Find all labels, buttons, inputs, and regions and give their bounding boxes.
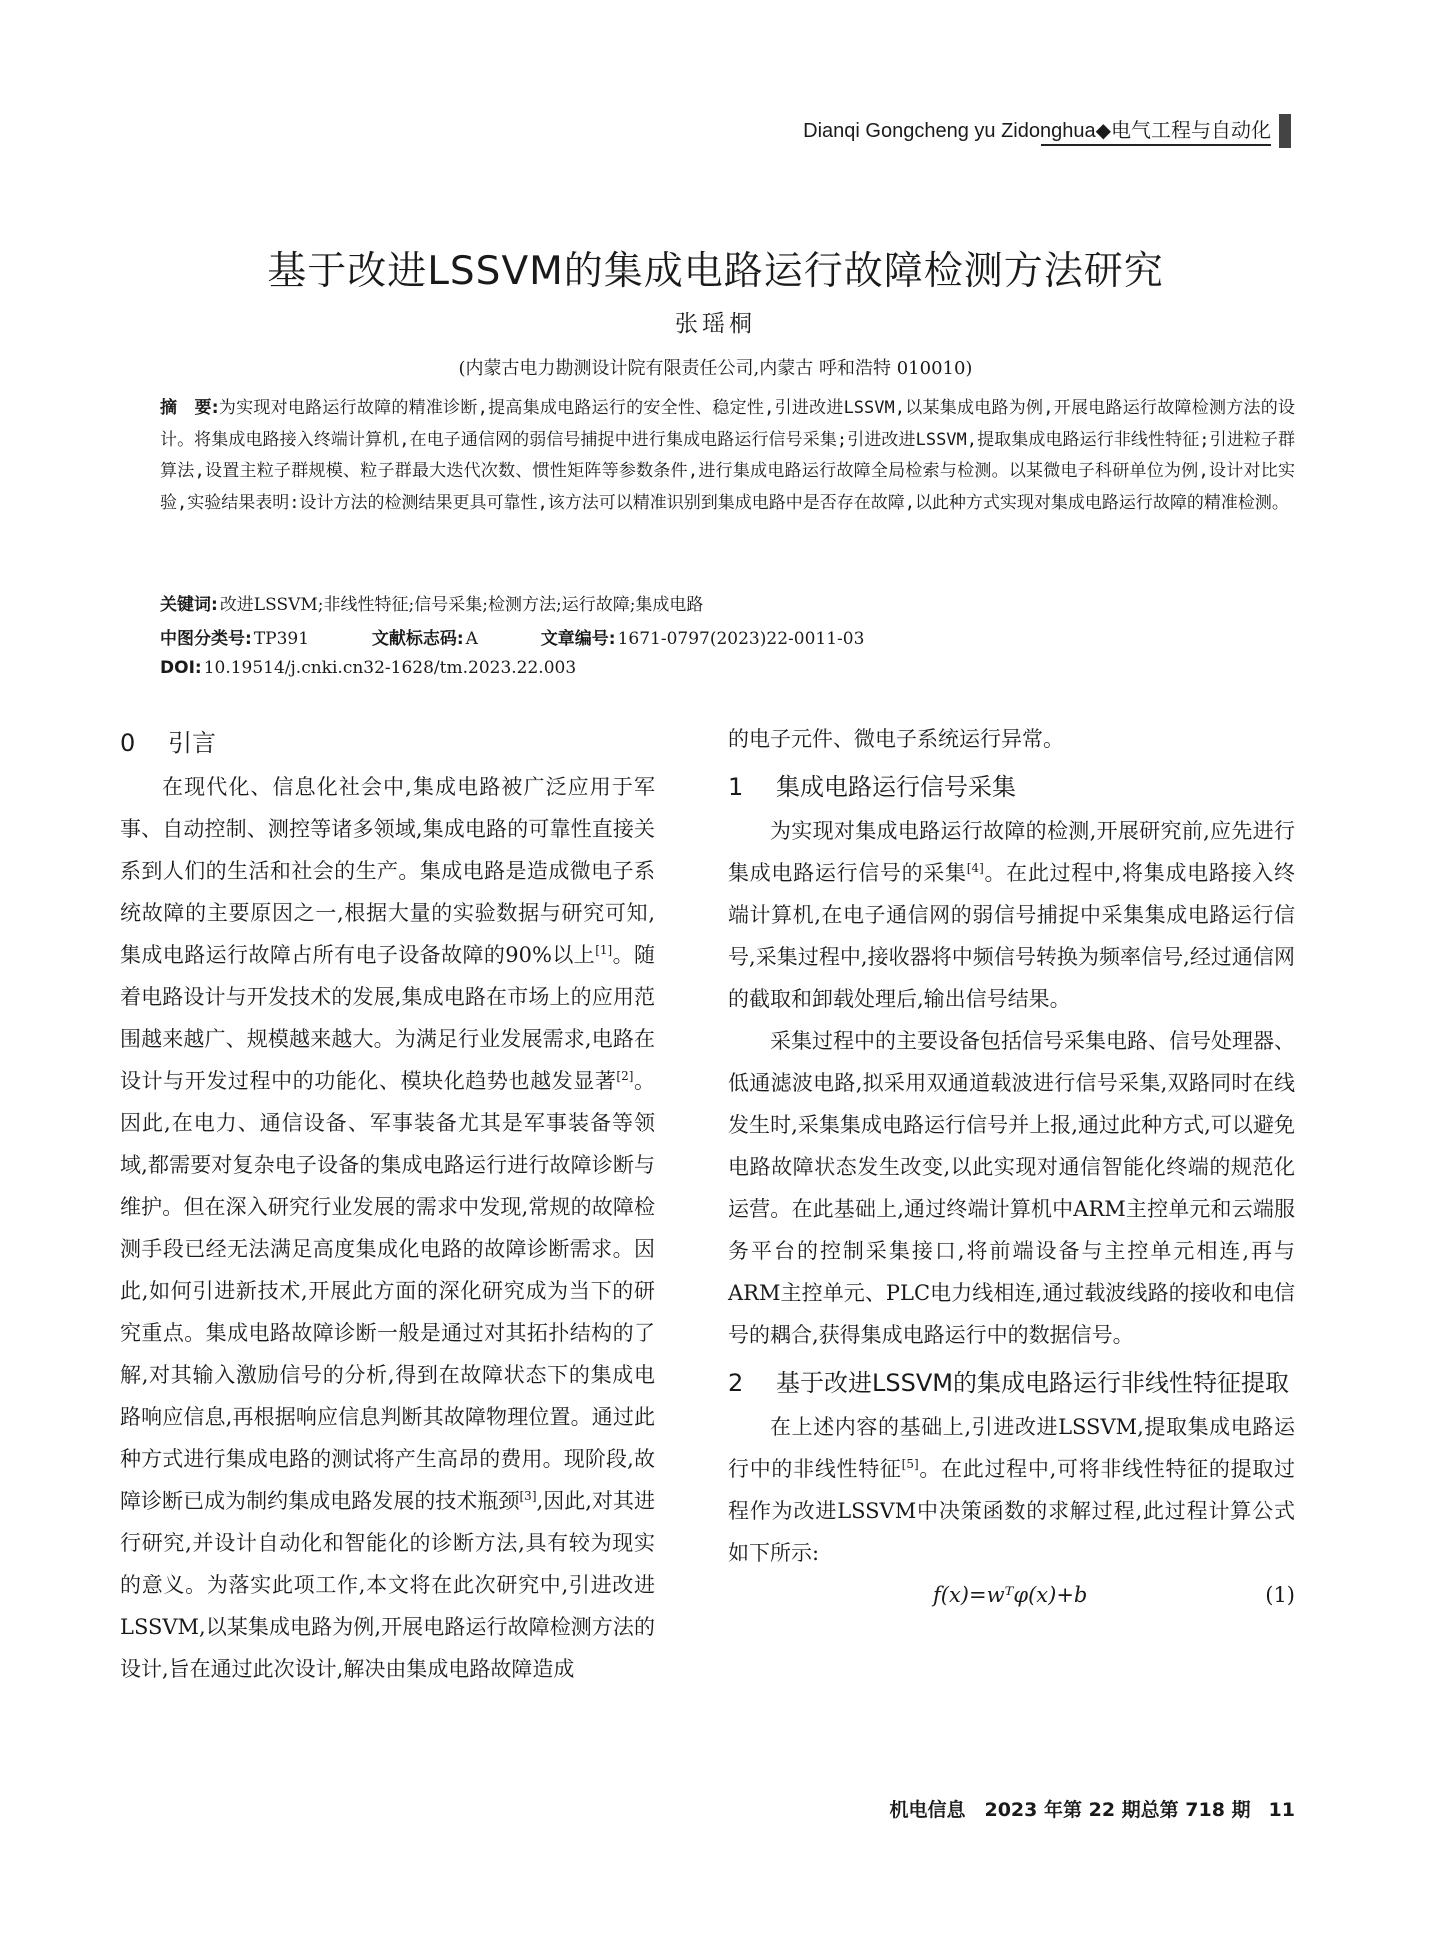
s1-text-1: 为实现对集成电路运行故障的检测,开展研究前,应先进行集成电路运行信号的采集 [728,819,1295,885]
clc-label: 中图分类号: [160,629,252,649]
section-0-heading [120,720,655,766]
equation-1-number: (1) [1265,1583,1295,1607]
intro-text-2: 。随着电路设计与开发技术的发展,集成电路在市场上的应用范围越来越广、规模越来越大。为满足行业发展需求,电路在设计与开发过程中的功能化、模块化趋势也越发显著 [120,943,655,1093]
intro-continuation: 的电子元件、微电子系统运行异常。 [728,727,1064,751]
header-side-bar [1279,114,1291,148]
section-0-title: 引言 [168,729,216,757]
section-1-paragraph-1 [728,810,1295,1020]
equation-1-expression: f(x)=wᵀφ(x)+b [933,1583,1088,1607]
intro-text-4: ,因此,对其进行研究,并设计自动化和智能化的诊断方法,具有较为现实的意义。为落实此项工作,本文将在此次研究中,引进改进LSSVM,以某集成电路为例,开展电路运行故障检测方法的设计,旨在通过此次设计,解决由集成电路故障造成 [120,1489,656,1681]
doc-code-label: 文献标志码: [371,629,464,649]
footer-journal-issue: 机电信息 2023 年第 22 期总第 718 期 [889,1799,1251,1821]
intro-paragraph [120,766,655,1690]
journal-name-cn: 电气工程与自动化 [1111,118,1271,142]
citation-5: [5] [901,1457,919,1471]
classification-line [160,624,864,649]
journal-pinyin: Dianqi Gongcheng yu Zidonghua [803,120,1096,142]
doi-label: DOI: [160,658,202,678]
citation-3: [3] [519,1489,537,1503]
doi-value: 10.19514/j.cnki.cn32-1628/tm.2023.22.003 [203,658,577,678]
s2-text-2: 。在此过程中,可将非线性特征的提取过程作为改进LSSVM中决策函数的求解过程,此过程计算公式如下所示: [728,1457,1295,1565]
section-2-paragraph-1 [728,1406,1295,1574]
abstract [160,393,1295,519]
equation-1 [728,1574,1295,1618]
citation-2: [2] [616,1069,634,1083]
author-affiliation: (内蒙古电力勘测设计院有限责任公司,内蒙古 呼和浩特 010010) [458,358,973,379]
page-number: 11 [1268,1799,1295,1821]
doc-code-value: A [465,629,478,649]
s2-text-1: 在上述内容的基础上,引进改进LSSVM,提取集成电路运行中的非线性特征 [728,1415,1295,1481]
section-2-title: 基于改进LSSVM的集成电路运行非线性特征提取 [776,1369,1289,1397]
section-1-heading [728,764,1295,810]
article-number-label: 文章编号: [540,629,616,649]
intro-text-1: 在现代化、信息化社会中,集成电路被广泛应用于军事、自动控制、测控等诸多领域,集成电路的可靠性直接关系到人们的生活和社会的生产。集成电路是造成微电子系统故障的主要原因之一,根据大量的实验数据与研究可知,集成电路运行故障占所有电子设备故障的90%以上 [120,775,655,967]
left-column [120,720,655,1690]
header-underline [1041,144,1271,146]
keywords-line [160,590,703,615]
citation-4: [4] [966,861,984,875]
keywords-text: 改进LSSVM;非线性特征;信号采集;检测方法;运行故障;集成电路 [219,595,704,615]
right-column [728,718,1295,1618]
abstract-label: 摘 要: [160,398,219,418]
section-0-number: 0 [120,729,136,757]
clc-value: TP391 [253,629,310,649]
s1-text-2: 。在此过程中,将集成电路接入终端计算机,在电子通信网的弱信号捕捉中采集集成电路运行信号,采集过程中,接收器将中频信号转换为频率信号,经过通信网的截取和卸载处理后,输出信号结果。 [728,861,1295,1011]
section-2-number: 2 [728,1369,744,1397]
paper-title: 基于改进LSSVM的集成电路运行故障检测方法研究 [267,249,1164,294]
section-1-paragraph-2: 采集过程中的主要设备包括信号采集电路、信号处理器、低通滤波电路,拟采用双通道载波进行信号采集,双路同时在线发生时,采集集成电路运行信号并上报,通过此种方式,可以避免电路故障状态发生改变,以此实现对通信智能化终端的规范化运营。在此基础上,通过终端计算机中ARM主控单元和云端服务平台的控制采集接口,将前端设备与主控单元相连,再与ARM主控单元、PLC电力线相连,通过载波线路的接收和电信号的耦合,获得集成电路运行中的数据信号。 [728,1029,1295,1347]
citation-1: [1] [595,943,613,957]
running-header [760,114,1295,148]
article-number-value: 1671-0797(2023)22-0011-03 [617,629,865,649]
diamond-icon: ◆ [1095,120,1111,142]
keywords-label: 关键词: [160,595,218,615]
section-1-title: 集成电路运行信号采集 [776,773,1016,801]
abstract-text: 为实现对电路运行故障的精准诊断,提高集成电路运行的安全性、稳定性,引进改进LSSVM,以某集成电路为例,开展电路运行故障检测方法的设计。将集成电路接入终端计算机,在电子通信网的弱信号捕捉中进行集成电路运行信号采集;引进改进LSSVM,提取集成电路运行非线性特征;引进粒子群算法,设置主粒子群规模、粒子群最大迭代次数、惯性矩阵等参数条件,进行集成电路运行故障全局检索与检测。以某微电子科研单位为例,设计对比实验,实验结果表明:设计方法的检测结果更具可靠性,该方法可以精准识别到集成电路中是否存在故障,以此种方式实现对集成电路运行故障的精准检测。 [160,398,1295,513]
doi-line [160,658,576,678]
section-2-heading [728,1360,1295,1406]
journal-header-text [803,114,1271,143]
paper-author: 张瑶桐 [675,311,756,337]
page-footer [889,1795,1295,1822]
intro-text-3: 。因此,在电力、通信设备、军事装备尤其是军事装备等领域,都需要对复杂电子设备的集成电路运行进行故障诊断与维护。但在深入研究行业发展的需求中发现,常规的故障检测手段已经无法满足高度集成化电路的故障诊断需求。因此,如何引进新技术,开展此方面的深化研究成为当下的研究重点。集成电路故障诊断一般是通过对其拓扑结构的了解,对其输入激励信号的分析,得到在故障状态下的集成电路响应信息,再根据响应信息判断其故障物理位置。通过此种方式进行集成电路的测试将产生高昂的费用。现阶段,故障诊断已成为制约集成电路发展的技术瓶颈 [120,1069,656,1513]
section-1-number: 1 [728,773,744,801]
